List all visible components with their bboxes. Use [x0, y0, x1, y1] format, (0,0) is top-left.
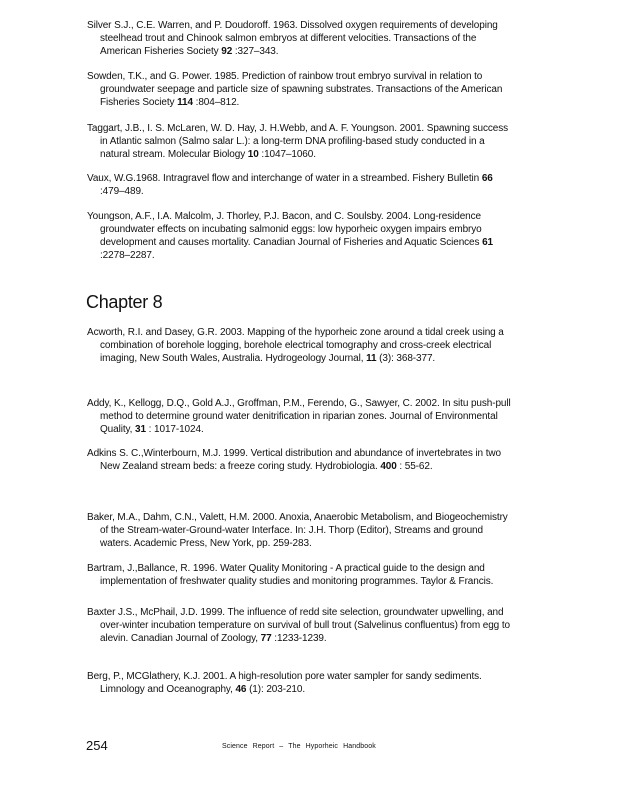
- reference-entry: Addy, K., Kellogg, D.Q., Gold A.J., Groffman, P.M., Ferendo, G., Sawyer, C. 2002. In situ push-pull method to determine ground water denitrification in riparian zones. Journal of Environmental Quality, 31 : 1017-1024.: [87, 398, 511, 435]
- page-number: 254: [86, 738, 108, 753]
- reference-entry: Baker, M.A., Dahm, C.N., Valett, H.M. 2000. Anoxia, Anaerobic Metabolism, and Biogeochemistry of the Stream-water-Ground-water Interface. In: J.H. Thorp (Editor), Streams and ground waters. Academic Press, New York, pp. 259-283.: [87, 512, 508, 549]
- reference-entry: Vaux, W.G.1968. Intragravel flow and interchange of water in a streambed. Fishery Bulletin 66 :479–489.: [87, 173, 493, 197]
- reference-entry: Baxter J.S., McPhail, J.D. 1999. The influence of redd site selection, groundwater upwelling, and over-winter incubation temperature on survival of bull trout (Salvelinus confluentus) from egg to alevin. Canadian Journal of Zoology, 77 :1233-1239.: [87, 607, 510, 644]
- reference-entry: Sowden, T.K., and G. Power. 1985. Prediction of rainbow trout embryo survival in relation to groundwater seepage and particle size of spawning substrates. Transactions of the American Fisheries Society 114 :804–812.: [87, 71, 503, 108]
- reference-entry: Youngson, A.F., I.A. Malcolm, J. Thorley, P.J. Bacon, and C. Soulsby. 2004. Long-residence groundwater effects on incubating salmonid eggs: low hyporheic oxygen impairs embryo development and causes mortality. Canadian Journal of Fisheries and Aquatic Sciences 61 :2278–2287.: [87, 211, 494, 261]
- reference-entry: Acworth, R.I. and Dasey, G.R. 2003. Mapping of the hyporheic zone around a tidal creek using a combination of borehole logging, borehole electrical tomography and cross-creek electrical imaging, New South Wales, Australia. Hydrogeology Journal, 11 (3): 368-377.: [87, 327, 504, 364]
- reference-entry: Silver S.J., C.E. Warren, and P. Doudoroff. 1963. Dissolved oxygen requirements of developing steelhead trout and Chinook salmon embryos at different velocities. Transactions of the American Fisheries Society 92 :327–343.: [87, 20, 498, 57]
- chapter-heading: Chapter 8: [86, 292, 163, 312]
- running-title: Science Report – The Hyporheic Handbook: [222, 743, 376, 750]
- reference-entry: Berg, P., MCGlathery, K.J. 2001. A high-resolution pore water sampler for sandy sediments. Limnology and Oceanography, 46 (1): 203-210.: [87, 671, 482, 695]
- reference-entry: Bartram, J.,Ballance, R. 1996. Water Quality Monitoring - A practical guide to the design and implementation of freshwater quality studies and monitoring programmes. Taylor & Francis.: [87, 563, 494, 587]
- reference-entry: Taggart, J.B., I. S. McLaren, W. D. Hay, J. H.Webb, and A. F. Youngson. 2001. Spawning success in Atlantic salmon (Salmo salar L.): a long-term DNA profiling-based study conducted in a natural stream. Molecular Biology 10 :1047–1060.: [87, 123, 509, 160]
- reference-entry: Adkins S. C.,Winterbourn, M.J. 1999. Vertical distribution and abundance of invertebrates in two New Zealand stream beds: a freeze coring study. Hydrobiologia. 400 : 55-62.: [87, 448, 501, 472]
